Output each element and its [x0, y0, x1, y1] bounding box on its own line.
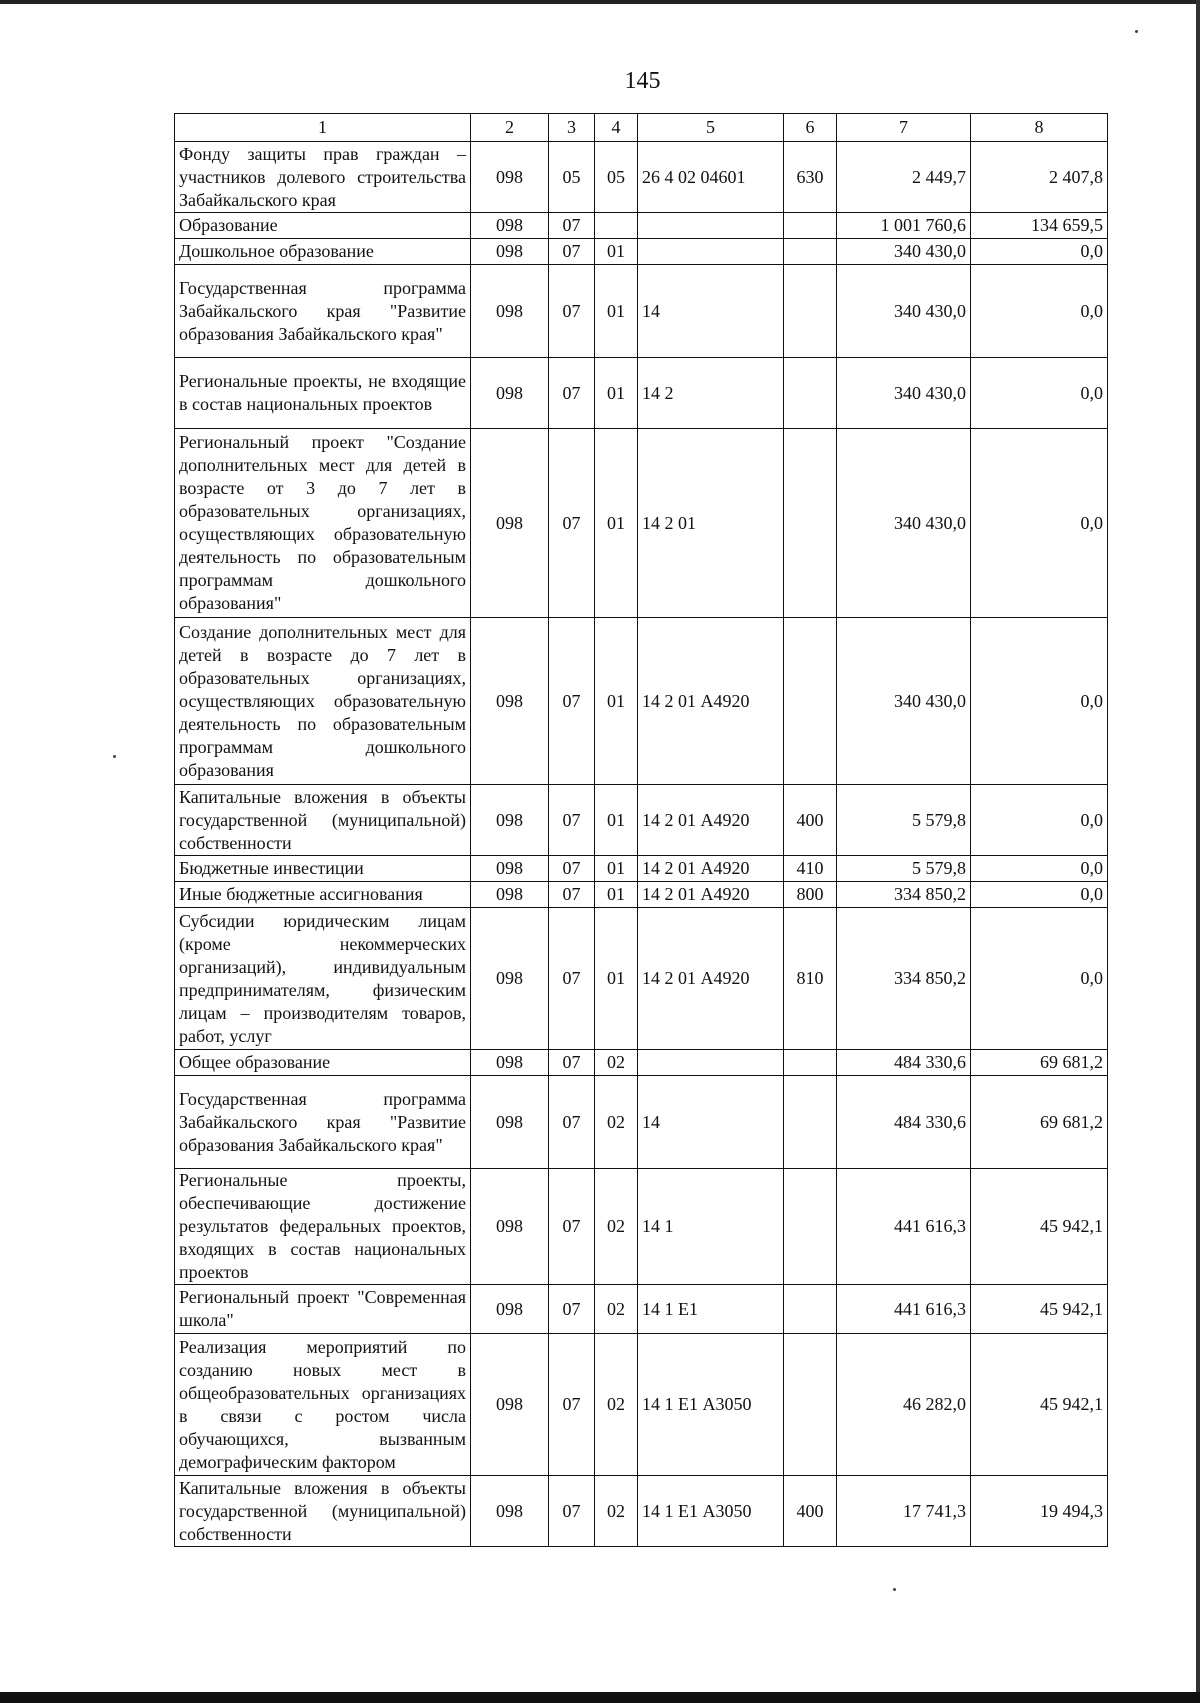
cell-podrazdel: 01 — [595, 908, 638, 1050]
row-name: Региональный проект "Создание дополнительных мест для детей в возрасте от 3 до 7 лет в образовательных организациях, осуществляющих образовательную деятельность по образовательным программам дошкольного образования" — [175, 429, 471, 618]
cell-amount-col8: 0,0 — [971, 908, 1108, 1050]
table-row — [175, 856, 1108, 882]
cell-target-article: 14 1 E1 А3050 — [638, 1476, 784, 1547]
cell-podrazdel — [595, 213, 638, 239]
cell-amount-col7: 340 430,0 — [837, 239, 971, 265]
cell-ved: 098 — [471, 1476, 549, 1547]
row-name: Региональный проект "Современная школа" — [175, 1285, 471, 1334]
column-number: 8 — [971, 114, 1108, 142]
cell-expense-type: 630 — [784, 142, 837, 213]
table-row — [175, 429, 1108, 618]
cell-target-article: 14 1 E1 А3050 — [638, 1334, 784, 1476]
table-row — [175, 358, 1108, 429]
cell-expense-type — [784, 1050, 837, 1076]
cell-ved: 098 — [471, 856, 549, 882]
cell-ved: 098 — [471, 1169, 549, 1285]
cell-amount-col7: 340 430,0 — [837, 265, 971, 358]
cell-razdel: 07 — [549, 265, 595, 358]
cell-ved: 098 — [471, 1334, 549, 1476]
cell-expense-type: 410 — [784, 856, 837, 882]
cell-target-article: 14 — [638, 265, 784, 358]
row-name: Капитальные вложения в объекты государственной (муниципальной) собственности — [175, 1476, 471, 1547]
cell-ved: 098 — [471, 882, 549, 908]
column-number: 2 — [471, 114, 549, 142]
cell-ved: 098 — [471, 429, 549, 618]
column-number: 3 — [549, 114, 595, 142]
cell-ved: 098 — [471, 908, 549, 1050]
cell-ved: 098 — [471, 1050, 549, 1076]
cell-amount-col7: 340 430,0 — [837, 358, 971, 429]
row-name: Бюджетные инвестиции — [175, 856, 471, 882]
cell-podrazdel: 01 — [595, 618, 638, 785]
cell-amount-col8: 19 494,3 — [971, 1476, 1108, 1547]
cell-expense-type — [784, 213, 837, 239]
row-name: Государственная программа Забайкальского края "Развитие образования Забайкальского края" — [175, 1076, 471, 1169]
scan-speck — [893, 1588, 896, 1591]
row-name: Региональные проекты, не входящие в состав национальных проектов — [175, 358, 471, 429]
cell-amount-col8: 0,0 — [971, 618, 1108, 785]
cell-amount-col7: 1 001 760,6 — [837, 213, 971, 239]
cell-target-article: 14 1 E1 — [638, 1285, 784, 1334]
cell-target-article — [638, 213, 784, 239]
cell-amount-col8: 69 681,2 — [971, 1076, 1108, 1169]
row-name: Общее образование — [175, 1050, 471, 1076]
cell-razdel: 07 — [549, 1076, 595, 1169]
row-name: Образование — [175, 213, 471, 239]
cell-amount-col8: 0,0 — [971, 429, 1108, 618]
column-number-row — [175, 114, 1108, 142]
cell-ved: 098 — [471, 358, 549, 429]
row-name: Иные бюджетные ассигнования — [175, 882, 471, 908]
cell-podrazdel: 01 — [595, 239, 638, 265]
cell-expense-type — [784, 358, 837, 429]
cell-amount-col8: 0,0 — [971, 239, 1108, 265]
cell-podrazdel: 02 — [595, 1285, 638, 1334]
cell-expense-type — [784, 1169, 837, 1285]
cell-target-article: 14 2 01 А4920 — [638, 908, 784, 1050]
scan-speck — [113, 755, 116, 758]
row-name: Фонду защиты прав граждан – участников долевого строительства Забайкальского края — [175, 142, 471, 213]
cell-podrazdel: 01 — [595, 856, 638, 882]
cell-podrazdel: 01 — [595, 429, 638, 618]
cell-podrazdel: 01 — [595, 265, 638, 358]
cell-target-article — [638, 1050, 784, 1076]
cell-amount-col8: 0,0 — [971, 882, 1108, 908]
cell-expense-type: 800 — [784, 882, 837, 908]
cell-target-article: 14 2 01 — [638, 429, 784, 618]
row-name: Создание дополнительных мест для детей в возрасте до 7 лет в образовательных организациях, осуществляющих образовательную деятельность по образовательным программам дошкольного образования — [175, 618, 471, 785]
row-name: Государственная программа Забайкальского края "Развитие образования Забайкальского края" — [175, 265, 471, 358]
cell-podrazdel: 01 — [595, 882, 638, 908]
cell-podrazdel: 05 — [595, 142, 638, 213]
cell-razdel: 07 — [549, 239, 595, 265]
cell-ved: 098 — [471, 239, 549, 265]
table-row — [175, 1285, 1108, 1334]
row-name: Дошкольное образование — [175, 239, 471, 265]
page-number: 145 — [624, 68, 661, 94]
cell-target-article: 14 2 01 А4920 — [638, 785, 784, 856]
cell-amount-col8: 45 942,1 — [971, 1334, 1108, 1476]
cell-amount-col7: 5 579,8 — [837, 785, 971, 856]
cell-amount-col7: 484 330,6 — [837, 1076, 971, 1169]
cell-target-article: 14 2 — [638, 358, 784, 429]
table-row — [175, 908, 1108, 1050]
cell-podrazdel: 01 — [595, 785, 638, 856]
cell-amount-col7: 5 579,8 — [837, 856, 971, 882]
cell-ved: 098 — [471, 213, 549, 239]
table-row — [175, 1050, 1108, 1076]
table-row — [175, 265, 1108, 358]
cell-amount-col8: 0,0 — [971, 785, 1108, 856]
cell-razdel: 07 — [549, 213, 595, 239]
cell-ved: 098 — [471, 142, 549, 213]
cell-target-article: 14 2 01 А4920 — [638, 856, 784, 882]
table-row — [175, 142, 1108, 213]
cell-razdel: 07 — [549, 1476, 595, 1547]
cell-target-article: 26 4 02 04601 — [638, 142, 784, 213]
cell-target-article — [638, 239, 784, 265]
row-name: Реализация мероприятий по созданию новых мест в общеобразовательных организациях в связи с ростом числа обучающихся, вызванным демографическим фактором — [175, 1334, 471, 1476]
table-row — [175, 785, 1108, 856]
cell-razdel: 07 — [549, 1169, 595, 1285]
cell-razdel: 07 — [549, 856, 595, 882]
cell-ved: 098 — [471, 618, 549, 785]
cell-podrazdel: 02 — [595, 1050, 638, 1076]
cell-amount-col7: 17 741,3 — [837, 1476, 971, 1547]
cell-podrazdel: 02 — [595, 1076, 638, 1169]
cell-expense-type — [784, 1334, 837, 1476]
cell-podrazdel: 02 — [595, 1169, 638, 1285]
cell-amount-col8: 0,0 — [971, 856, 1108, 882]
table-row — [175, 618, 1108, 785]
cell-expense-type — [784, 265, 837, 358]
cell-expense-type — [784, 239, 837, 265]
cell-razdel: 07 — [549, 618, 595, 785]
column-number: 4 — [595, 114, 638, 142]
cell-amount-col8: 45 942,1 — [971, 1285, 1108, 1334]
cell-podrazdel: 02 — [595, 1476, 638, 1547]
cell-razdel: 05 — [549, 142, 595, 213]
row-name: Капитальные вложения в объекты государственной (муниципальной) собственности — [175, 785, 471, 856]
cell-ved: 098 — [471, 265, 549, 358]
cell-amount-col8: 0,0 — [971, 358, 1108, 429]
scan-border-bottom — [0, 1692, 1200, 1703]
cell-podrazdel: 02 — [595, 1334, 638, 1476]
table-row — [175, 1076, 1108, 1169]
cell-target-article: 14 — [638, 1076, 784, 1169]
cell-amount-col7: 340 430,0 — [837, 429, 971, 618]
table-row — [175, 1334, 1108, 1476]
cell-amount-col8: 2 407,8 — [971, 142, 1108, 213]
cell-razdel: 07 — [549, 429, 595, 618]
column-number: 1 — [175, 114, 471, 142]
row-name: Региональные проекты, обеспечивающие достижение результатов федеральных проектов, входящих в состав национальных проектов — [175, 1169, 471, 1285]
cell-target-article: 14 2 01 А4920 — [638, 618, 784, 785]
cell-razdel: 07 — [549, 1285, 595, 1334]
cell-podrazdel: 01 — [595, 358, 638, 429]
cell-razdel: 07 — [549, 358, 595, 429]
budget-table — [174, 113, 1108, 1547]
cell-amount-col7: 334 850,2 — [837, 882, 971, 908]
table-row — [175, 1169, 1108, 1285]
cell-expense-type — [784, 618, 837, 785]
cell-amount-col8: 45 942,1 — [971, 1169, 1108, 1285]
cell-amount-col8: 134 659,5 — [971, 213, 1108, 239]
table-row — [175, 213, 1108, 239]
cell-ved: 098 — [471, 1076, 549, 1169]
cell-expense-type: 400 — [784, 1476, 837, 1547]
cell-amount-col7: 46 282,0 — [837, 1334, 971, 1476]
column-number: 7 — [837, 114, 971, 142]
column-number: 6 — [784, 114, 837, 142]
cell-amount-col8: 69 681,2 — [971, 1050, 1108, 1076]
cell-amount-col8: 0,0 — [971, 265, 1108, 358]
cell-ved: 098 — [471, 1285, 549, 1334]
cell-razdel: 07 — [549, 1050, 595, 1076]
cell-target-article: 14 2 01 А4920 — [638, 882, 784, 908]
cell-expense-type — [784, 1076, 837, 1169]
scan-border-top — [0, 0, 1200, 4]
cell-razdel: 07 — [549, 882, 595, 908]
cell-expense-type — [784, 429, 837, 618]
cell-ved: 098 — [471, 785, 549, 856]
table-row — [175, 1476, 1108, 1547]
cell-expense-type: 810 — [784, 908, 837, 1050]
cell-razdel: 07 — [549, 1334, 595, 1476]
cell-expense-type — [784, 1285, 837, 1334]
cell-amount-col7: 441 616,3 — [837, 1285, 971, 1334]
scan-speck — [1135, 30, 1138, 33]
cell-amount-col7: 334 850,2 — [837, 908, 971, 1050]
scan-border-right — [1196, 0, 1200, 1703]
cell-razdel: 07 — [549, 785, 595, 856]
cell-amount-col7: 484 330,6 — [837, 1050, 971, 1076]
cell-amount-col7: 441 616,3 — [837, 1169, 971, 1285]
table-body — [175, 114, 1108, 1547]
cell-razdel: 07 — [549, 908, 595, 1050]
cell-target-article: 14 1 — [638, 1169, 784, 1285]
cell-amount-col7: 340 430,0 — [837, 618, 971, 785]
column-number: 5 — [638, 114, 784, 142]
table-row — [175, 239, 1108, 265]
table-row — [175, 882, 1108, 908]
cell-expense-type: 400 — [784, 785, 837, 856]
row-name: Субсидии юридическим лицам (кроме некоммерческих организаций), индивидуальным предпринимателям, физическим лицам – производителям товаров, работ, услуг — [175, 908, 471, 1050]
cell-amount-col7: 2 449,7 — [837, 142, 971, 213]
